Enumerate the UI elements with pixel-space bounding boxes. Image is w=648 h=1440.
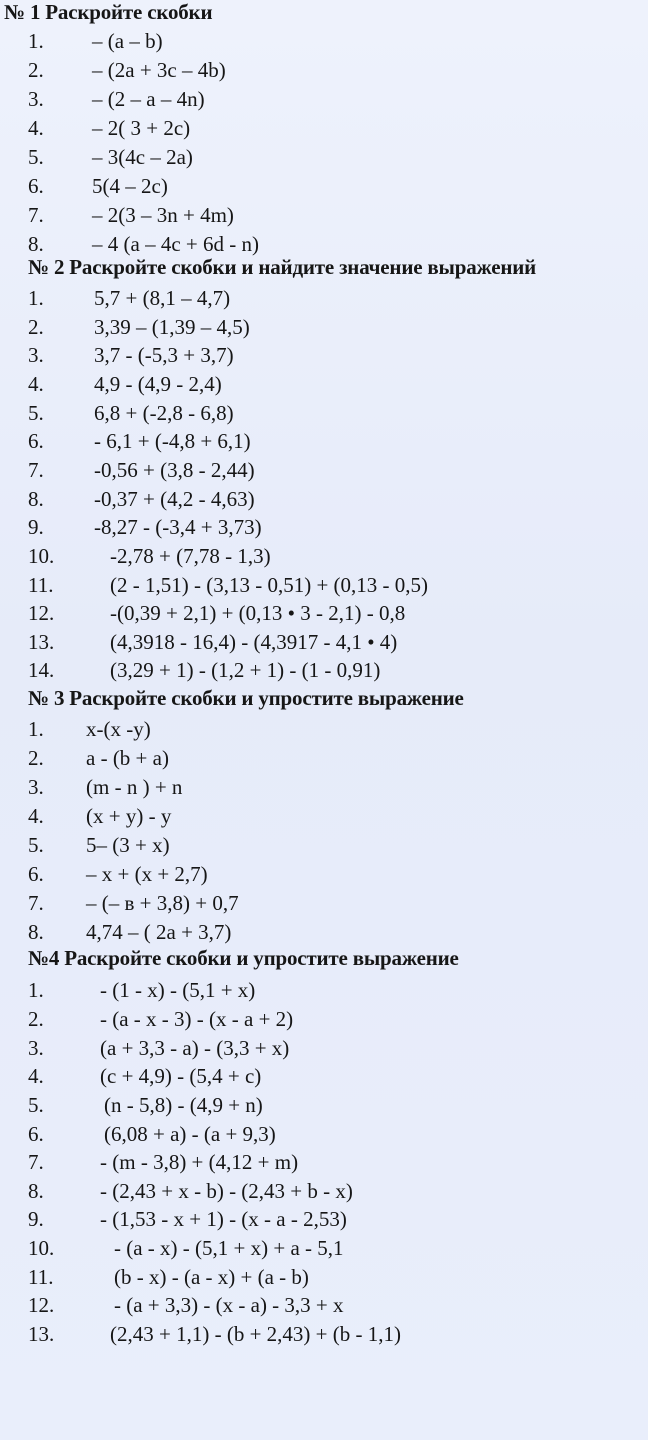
item-number: 12. xyxy=(28,601,55,625)
item-number: 4. xyxy=(28,1064,44,1088)
item-number: 1. xyxy=(28,286,44,310)
item-expression: 5(4 – 2c) xyxy=(92,174,168,198)
item-number: 5. xyxy=(28,833,44,857)
item-number: 3. xyxy=(28,1036,44,1060)
item-expression: -8,27 - (-3,4 + 3,73) xyxy=(94,515,262,539)
item-expression: -0,37 + (4,2 - 4,63) xyxy=(94,487,255,511)
item-number: 4. xyxy=(28,116,44,140)
item-expression: (6,08 + a) - (a + 9,3) xyxy=(104,1122,276,1146)
section-2-title: № 2 Раскройте скобки и найдите значение выражений xyxy=(28,255,537,279)
item-number: 10. xyxy=(28,544,55,568)
item-number: 2. xyxy=(28,1007,44,1031)
item-expression: -2,78 + (7,78 - 1,3) xyxy=(110,544,271,568)
item-number: 4. xyxy=(28,372,44,396)
item-expression: 4,74 – ( 2a + 3,7) xyxy=(86,920,232,944)
item-expression: - (a + 3,3) - (x - a) - 3,3 + x xyxy=(114,1293,344,1317)
item-number: 10. xyxy=(28,1236,55,1260)
item-number: 7. xyxy=(28,1150,44,1174)
item-expression: a - (b + a) xyxy=(86,746,169,770)
item-expression: – 3(4c – 2a) xyxy=(92,145,193,169)
item-number: 6. xyxy=(28,174,44,198)
item-expression: - (2,43 + x - b) - (2,43 + b - x) xyxy=(100,1179,353,1203)
item-expression: – (2a + 3c – 4b) xyxy=(92,58,226,82)
item-number: 8. xyxy=(28,1179,44,1203)
item-number: 9. xyxy=(28,1207,44,1231)
item-expression: x-(x -y) xyxy=(86,717,151,741)
item-number: 3. xyxy=(28,343,44,367)
section-1-title: № 1 Раскройте скобки xyxy=(4,0,213,24)
item-expression: - (1 - x) - (5,1 + x) xyxy=(100,978,256,1002)
item-expression: – 2(3 – 3n + 4m) xyxy=(92,203,234,227)
item-expression: – (2 – a – 4n) xyxy=(92,87,205,111)
item-number: 8. xyxy=(28,232,44,256)
item-number: 8. xyxy=(28,487,44,511)
item-expression: – x + (x + 2,7) xyxy=(86,862,208,886)
item-number: 12. xyxy=(28,1293,55,1317)
item-expression: 6,8 + (-2,8 - 6,8) xyxy=(94,401,234,425)
item-expression: (c + 4,9) - (5,4 + c) xyxy=(100,1064,262,1088)
item-number: 6. xyxy=(28,862,44,886)
item-number: 1. xyxy=(28,978,44,1002)
item-number: 8. xyxy=(28,920,44,944)
item-expression: 3,39 – (1,39 – 4,5) xyxy=(94,315,250,339)
item-expression: 3,7 - (-5,3 + 3,7) xyxy=(94,343,234,367)
section-3-title: № 3 Раскройте скобки и упростите выражение xyxy=(28,686,464,710)
item-expression: (2,43 + 1,1) - (b + 2,43) + (b - 1,1) xyxy=(110,1322,401,1346)
item-expression: - (a - x - 3) - (x - a + 2) xyxy=(100,1007,294,1031)
item-number: 4. xyxy=(28,804,44,828)
item-expression: (3,29 + 1) - (1,2 + 1) - (1 - 0,91) xyxy=(110,658,381,682)
item-expression: (a + 3,3 - a) - (3,3 + x) xyxy=(100,1036,290,1060)
item-expression: (m - n ) + n xyxy=(86,775,183,799)
item-number: 11. xyxy=(28,573,54,597)
item-number: 5. xyxy=(28,145,44,169)
item-expression: (n - 5,8) - (4,9 + n) xyxy=(104,1093,263,1117)
item-number: 11. xyxy=(28,1265,54,1289)
item-expression: – (– в + 3,8) + 0,7 xyxy=(86,891,239,915)
item-number: 7. xyxy=(28,458,44,482)
item-number: 6. xyxy=(28,429,44,453)
item-number: 3. xyxy=(28,775,44,799)
item-expression: (x + y) - y xyxy=(86,804,172,828)
item-expression: (2 - 1,51) - (3,13 - 0,51) + (0,13 - 0,5) xyxy=(110,573,429,597)
item-number: 7. xyxy=(28,891,44,915)
item-expression: – 4 (a – 4c + 6d - n) xyxy=(92,232,259,256)
item-number: 2. xyxy=(28,315,44,339)
item-expression: - 6,1 + (-4,8 + 6,1) xyxy=(94,429,251,453)
item-number: 13. xyxy=(28,1322,55,1346)
item-number: 2. xyxy=(28,58,44,82)
item-number: 6. xyxy=(28,1122,44,1146)
item-expression: - (a - x) - (5,1 + x) + a - 5,1 xyxy=(114,1236,344,1260)
item-number: 1. xyxy=(28,717,44,741)
section-4-title: №4 Раскройте скобки и упростите выражение xyxy=(28,946,459,970)
item-expression: (4,3918 - 16,4) - (4,3917 - 4,1 • 4) xyxy=(110,630,398,654)
item-expression: -0,56 + (3,8 - 2,44) xyxy=(94,458,255,482)
item-expression: 4,9 - (4,9 - 2,4) xyxy=(94,372,222,396)
item-number: 2. xyxy=(28,746,44,770)
item-number: 5. xyxy=(28,1093,44,1117)
item-number: 14. xyxy=(28,658,55,682)
item-number: 5. xyxy=(28,401,44,425)
item-expression: 5,7 + (8,1 – 4,7) xyxy=(94,286,231,310)
item-expression: -(0,39 + 2,1) + (0,13 • 3 - 2,1) - 0,8 xyxy=(110,601,406,625)
item-expression: 5– (3 + x) xyxy=(86,833,170,857)
item-expression: - (m - 3,8) + (4,12 + m) xyxy=(100,1150,299,1174)
item-number: 13. xyxy=(28,630,55,654)
item-expression: - (1,53 - x + 1) - (x - a - 2,53) xyxy=(100,1207,347,1231)
item-number: 9. xyxy=(28,515,44,539)
item-number: 7. xyxy=(28,203,44,227)
item-expression: – 2( 3 + 2c) xyxy=(92,116,191,140)
item-number: 3. xyxy=(28,87,44,111)
item-number: 1. xyxy=(28,29,44,53)
item-expression: (b - x) - (a - x) + (a - b) xyxy=(114,1265,309,1289)
item-expression: – (a – b) xyxy=(92,29,163,53)
